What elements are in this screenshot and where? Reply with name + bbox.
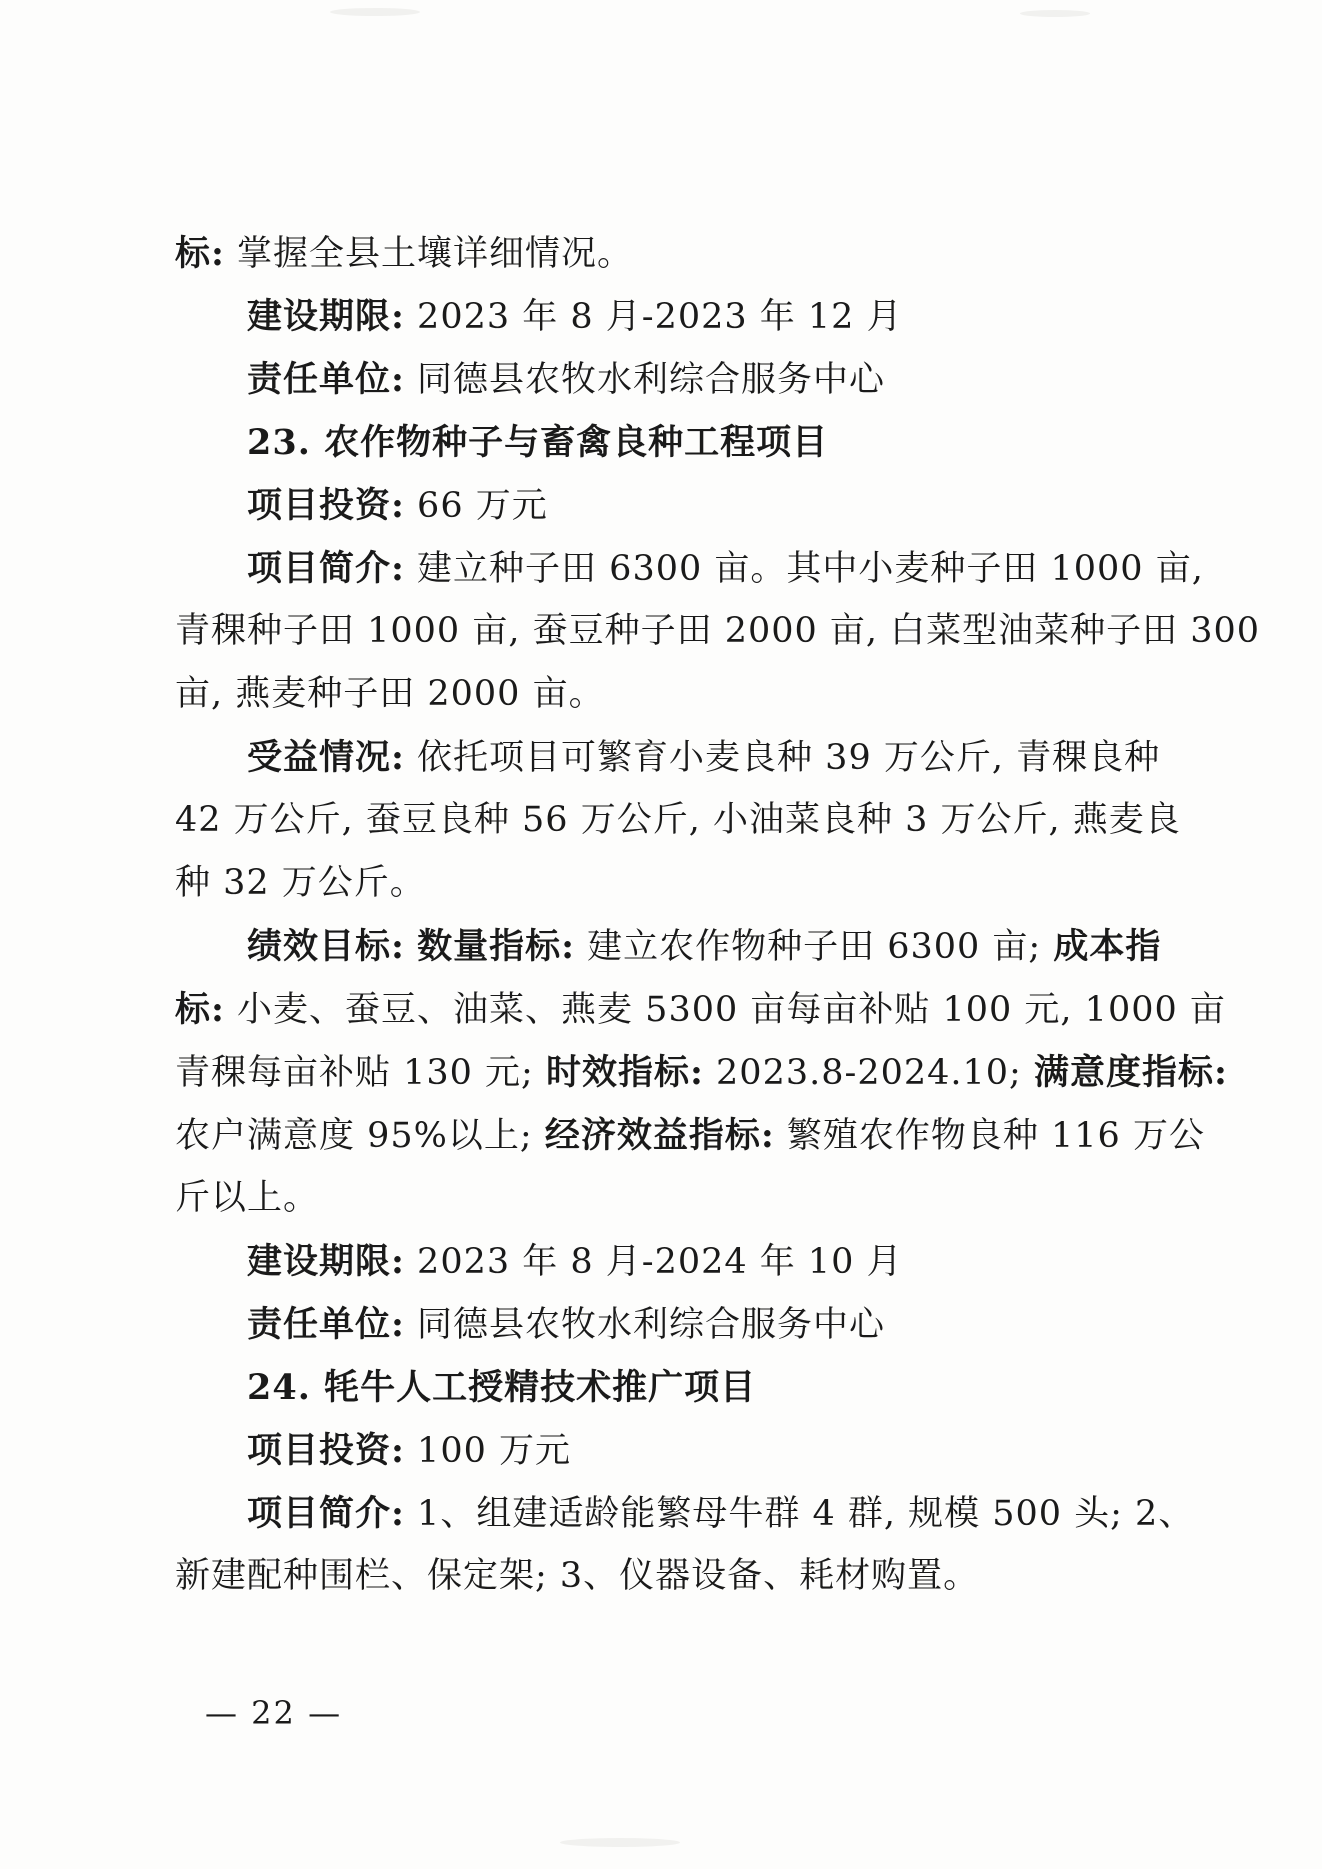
text-line [175, 1356, 1165, 1419]
bold-label: 项目简介: [247, 1493, 405, 1534]
text-line [175, 726, 1165, 789]
text-line [175, 1230, 1165, 1293]
bold-label: 项目投资: [247, 485, 405, 526]
text-line [175, 978, 1226, 1041]
body-text: 青稞每亩补贴 130 元; [175, 1053, 546, 1093]
scan-smudge [560, 1838, 680, 1847]
body-text: 2023 年 8 月-2023 年 12 月 [404, 297, 903, 337]
body-text: 青稞种子田 1000 亩, 蚕豆种子田 2000 亩, 白菜型油菜种子田 300 [175, 611, 1261, 651]
text-line [175, 1167, 1165, 1230]
body-text: 2023.8-2024.10; [703, 1053, 1034, 1093]
page-number: — 22 — [205, 1694, 343, 1732]
body-text [405, 927, 417, 967]
text-line [175, 789, 1181, 852]
text-line [175, 852, 1165, 915]
body-text: 农户满意度 95%以上; [175, 1116, 545, 1156]
body-text: 种 32 万公斤。 [175, 863, 426, 903]
text-line [175, 1419, 1165, 1482]
bold-label: 绩效目标: [247, 926, 405, 967]
document-body [175, 222, 1261, 1608]
text-line [175, 663, 1165, 726]
bold-label: 满意度指标: [1033, 1052, 1228, 1093]
bold-label: 责任单位: [247, 359, 405, 400]
body-text: 建立农作物种子田 6300 亩; [574, 927, 1054, 967]
bold-label: 受益情况: [247, 737, 405, 778]
bold-label: 数量指标: [417, 926, 575, 967]
text-line [175, 1104, 1205, 1167]
body-text: 同德县农牧水利综合服务中心 [404, 1305, 886, 1345]
bold-label: 标: [175, 233, 225, 274]
scan-smudge [330, 8, 420, 16]
scan-smudge [1020, 10, 1090, 17]
body-text: 依托项目可繁育小麦良种 39 万公斤, 青稞良种 [404, 738, 1161, 778]
body-text: 1、组建适龄能繁母牛群 4 群, 规模 500 头; 2、 [404, 1494, 1195, 1534]
bold-label: 项目投资: [247, 1430, 405, 1471]
text-line [175, 285, 1165, 348]
bold-label: 时效指标: [545, 1052, 704, 1093]
bold-label: 建设期限: [247, 1241, 405, 1282]
bold-label: 标: [175, 989, 225, 1030]
body-text: 42 万公斤, 蚕豆良种 56 万公斤, 小油菜良种 3 万公斤, 燕麦良 [175, 800, 1181, 840]
body-text: 繁殖农作物良种 116 万公 [774, 1116, 1205, 1156]
bold-label: 23. 农作物种子与畜禽良种工程项目 [247, 422, 829, 463]
bold-label: 24. 牦牛人工授精技术推广项目 [247, 1367, 757, 1408]
body-text: 斤以上。 [175, 1178, 320, 1218]
bold-label: 责任单位: [247, 1304, 405, 1345]
bold-label: 成本指 [1053, 926, 1162, 967]
text-line [175, 537, 1204, 600]
bold-label: 项目简介: [247, 548, 405, 589]
text-line [175, 222, 1165, 285]
body-text: 掌握全县土壤详细情况。 [224, 234, 634, 274]
text-line [175, 600, 1261, 663]
text-line [175, 474, 1165, 537]
text-line [175, 1293, 1165, 1356]
body-text: 同德县农牧水利综合服务中心 [404, 360, 886, 400]
body-text: 新建配种围栏、保定架; 3、仪器设备、耗材购置。 [175, 1556, 980, 1596]
body-text: 亩, 燕麦种子田 2000 亩。 [175, 674, 605, 714]
text-line [175, 1545, 1165, 1608]
text-line [175, 1041, 1228, 1104]
text-line [175, 915, 1165, 978]
body-text: 100 万元 [404, 1431, 571, 1471]
bold-label: 经济效益指标: [544, 1115, 775, 1156]
body-text: 小麦、蚕豆、油菜、燕麦 5300 亩每亩补贴 100 元, 1000 亩 [224, 990, 1226, 1030]
text-line [175, 1482, 1195, 1545]
bold-label: 建设期限: [247, 296, 405, 337]
body-text: 2023 年 8 月-2024 年 10 月 [404, 1242, 903, 1282]
text-line [175, 411, 1165, 474]
text-line [175, 348, 1165, 411]
body-text: 66 万元 [404, 486, 548, 526]
body-text: 建立种子田 6300 亩。其中小麦种子田 1000 亩, [404, 549, 1204, 589]
